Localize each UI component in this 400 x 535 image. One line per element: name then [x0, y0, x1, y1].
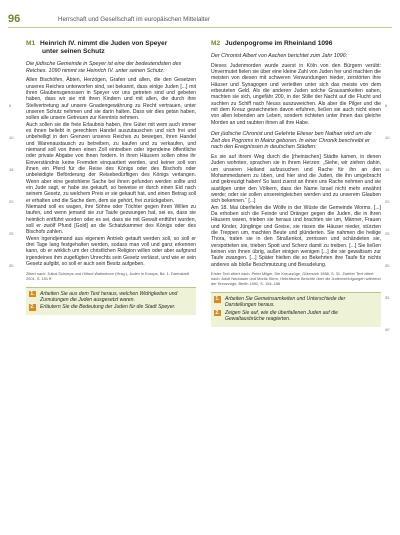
line-marker: 20	[385, 199, 390, 204]
line-marker: 5	[9, 103, 12, 108]
m2-paragraph: Es sie auf ihrem Weg durch die [rheinischen] Städte kamen, in denen Juden wohnten, sprachen sie in ihrem Herzen: „Siehe, wir ziehen dahin, um unseren Heiland aufzusuchen und Rache für ihn an den Mohammedanern zu üben, und hier sind die Juden, die ihn umgebracht und gekreuzigt haben! So lasst zuerst an ihnen uns Rache nehmen und sie austilgen unter den Völkern, dass der Name Israel nicht mehr erwähnt werde; oder sie sollen unsereingleichen werden und zu unserem Glauben sich bekennen.“ [...]	[211, 153, 381, 205]
m2-source: Erster Text zitiert nach: Peter Milger, Die Kreuzzüge, Gütersloh 1988, S. 31. Zweiter Text zitiert nach: Adolf Neubauer und Moritz Stern, Hebräische Berichte über die Judenverfolgungen während der Kreuzzüge, Berlin 1892, S. 154–156	[211, 271, 381, 286]
line-marker: 5	[385, 103, 388, 108]
line-marker: 15	[385, 167, 390, 172]
m2-task	[214, 296, 378, 309]
m2-tasks	[211, 292, 381, 327]
m2-body-second	[211, 154, 381, 268]
line-marker: 25	[385, 231, 390, 236]
m1-task	[29, 291, 193, 304]
m2-section	[211, 40, 381, 327]
line-marker: 30	[385, 263, 390, 268]
m1-title: Heinrich IV. nimmt die Juden von Speyer	[40, 40, 168, 47]
line-marker: 25	[9, 231, 14, 236]
m1-paragraph: Allen Bischöfen, Äbten, Herzögen, Grafen und allen, die den Gesetzen unseres Reiches unterworfen sind, sei bekannt, dass einige Juden [...] mit ihren Glaubensgenossen in Speyer vor uns getreten sind und gebeten haben, dass wir sie mit ihren Kindern und mit allen, die durch ihre Stellvertretung auf unsere Gnadengewährung zu Recht vertrauen, unter unseren Schutz nehmen und sie darin halten. Dass wir dies getan haben, sollen alle unsere Getreuen zur Kenntnis nehmen.	[26, 77, 196, 122]
task-text: Arbeiten Sie aus dem Text heraus, welchen Widrigkeiten und Zumutungen die Juden ausgesetzt waren.	[40, 290, 178, 303]
m2-label: M2	[211, 40, 221, 47]
header-rule	[8, 27, 392, 28]
m1-task	[29, 304, 193, 310]
m2-heading	[211, 40, 381, 48]
line-marker: 40	[385, 327, 390, 332]
m1-paragraph: Niemand soll es wagen, ihre Söhne oder Töchter gegen ihren Willen zu taufen, und wenn jemand sie zur Taufe gezwungen hat, sei es, dass sie heimlich entführt worden oder es sei, dass sie mit Gewalt entführt wurden, soll er zwölf Pfund [Gold] an die Schatzkammer des Königs oder des Bischofs zahlen.	[26, 204, 196, 236]
m1-paragraph: Wenn irgendjemand aus eigenem Antrieb getauft werden soll, so soll er drei Tage lang festgehalten werden, sodass man voll und ganz erkennen kann, ob er wirklich um der christlichen Religion willen oder aber aufgrund irgendeines ihm zugefügten Unrechts sein Gesetz verlässt, und wie er sein Gesetz aufgibt, so soll er auch sein Besitz aufgeben.	[26, 235, 196, 268]
line-marker: 10	[385, 135, 390, 140]
line-marker: 15	[9, 167, 14, 172]
task-text: Arbeiten Sie Gemeinsamkeiten und Unterschiede der Darstellungen heraus.	[225, 296, 346, 309]
line-marker: 20	[9, 199, 14, 204]
m1-intro: Die jüdische Gemeinde in Speyer ist eine der bedeutendsten des Reiches. 1090 nimmt sie Heinrich IV. unter seinen Schutz:	[26, 61, 182, 74]
m1-source: Zitiert nach: Julius Schoeps und Hiltrud Wallenborn (Hrsg.), Juden in Europa, Bd. 1, Darmstadt 2001, S. 151 ff.	[26, 270, 189, 281]
line-marker: 10	[9, 135, 14, 140]
m1-title-continued: unter seinen Schutz	[42, 48, 105, 55]
m1-paragraph: Auch sollen sie die freie Erlaubnis haben, ihre Güter mit wem auch immer es ihnen beliebt in gerechtem Handel auszutauschen und sich frei und unbehelligt in den Grenzen unseres Reiches zu bewegen, ihren Handel und Warenaustausch zu betreiben, zu kaufen und zu verkaufen, und niemand soll von ihnen einen Zoll eintreiben oder irgendeine öffentliche oder private Abgabe von ihnen fordern. In ihren Häusern sollen ohne ihr Einverständnis keine Fremden einquartiert werden, und keiner soll von ihnen ein Pferd für die Reise des Königs oder des Bischofs oder unbeleidigte Beförderung der Reisebedürftigen des Königs verlangen. Wenn aber eine gestohlene Sache bei ihnen gefunden werden sollte und ein Jude sagt, er habe sie gekauft, so beweise er durch einen Eid nach seinem Gesetz, zu welchem Preis er sie gekauft hat, und einen Betrag soll er erhalten und die Sache dem, dem sie gehört, frei zurückgeben.	[26, 121, 196, 204]
page-header	[0, 0, 400, 32]
m2-title: Judenpogrome im Rheinland 1096	[225, 40, 333, 47]
line-marker: 35	[385, 295, 390, 300]
task-number: 1.	[215, 296, 220, 302]
task-number: 1.	[30, 290, 35, 297]
task-number: 2.	[215, 309, 220, 316]
m2-intro-second: Der jüdische Chronist und Gelehrte Elieser ben Nathan wird um die Zeit des Pogroms in Mainz geboren. In einer Chronik beschreibt er nach den Ereignissen in deutschen Städten:	[211, 131, 372, 151]
task-text: Erläutern Sie die Bedeutung der Juden für die Stadt Speyer.	[40, 304, 176, 311]
running-title: Herrschaft und Gesellschaft im europäischen Mittelalter	[58, 16, 211, 23]
m2-body	[211, 63, 381, 126]
task-number: 2.	[30, 304, 35, 311]
m1-body	[26, 77, 196, 267]
m2-paragraph: Dieses Judenmorden wurde zuerst in Köln von den Bürgern verübt: Unvermutet fielen sie über eine kleine Zahl von Juden her und machten die meisten von diesen mit schweren Verwundungen nieder, zerstörten ihre Häuser und Synagogen und verteilten unter sich das meiste von dem erbeuteten Geld. Als die anderen Juden solche Grausamkeiten sahen, machten sie sich, ungefähr 200, in der Stille der Nacht auf die Flucht und suchten zu Schiff nach Neuss auszuweichen. Als aber die Pilger und die mit dem Kreuz gezeichneten davon erfuhren, ließen sie auch nicht einen von allen lebenden am Leben, sondern richteten unter ihnen das gleiche Morden an und raubten ihnen all ihre Habe.	[211, 62, 381, 126]
page-number: 96	[8, 13, 21, 25]
line-marker: 30	[9, 263, 14, 268]
m2-paragraph: Am 18. Mai überfielen die Wölfe in der Wüste die Gemeinde Worms. [...] Da erhoben sich die Feinde und Dränger gegen die Juden, die in ihren Häusern waren, trieben sie heraus und brachten sie um, Männer, Frauen und Kinder, Jünglinge und Greise, sie rissen die Häuser nieder, stürzten die Treppen um, machten Beute und plünderten. Sie nahmen die heilige Thora, traten sie in den Straßenkot, zerrissen und schändeten sie, verspotteten sie, trieben Spott und Scherz damit zu treiben. [...] Sie ließen keinen von ihnen übrig, außer einigen wenigen [...] die sie gewaltsam zur Taufe zwangen. [...] Später hielten die so Bekehrten ihre Taufe für nichts anderes als bloße Beschmutzung und Besudelung.	[211, 204, 381, 268]
m1-heading	[26, 40, 196, 56]
m1-label: M1	[26, 40, 36, 47]
m2-task	[214, 310, 378, 323]
task-text: Zeigen Sie auf, wie die überfallenen Juden auf die Gewaltausbrüche reagierten.	[225, 309, 338, 323]
m1-section	[26, 40, 196, 315]
m2-intro: Der Chronist Albert von Aachen berichtet zum Jahr 1096:	[211, 53, 348, 59]
m1-tasks	[26, 287, 196, 315]
